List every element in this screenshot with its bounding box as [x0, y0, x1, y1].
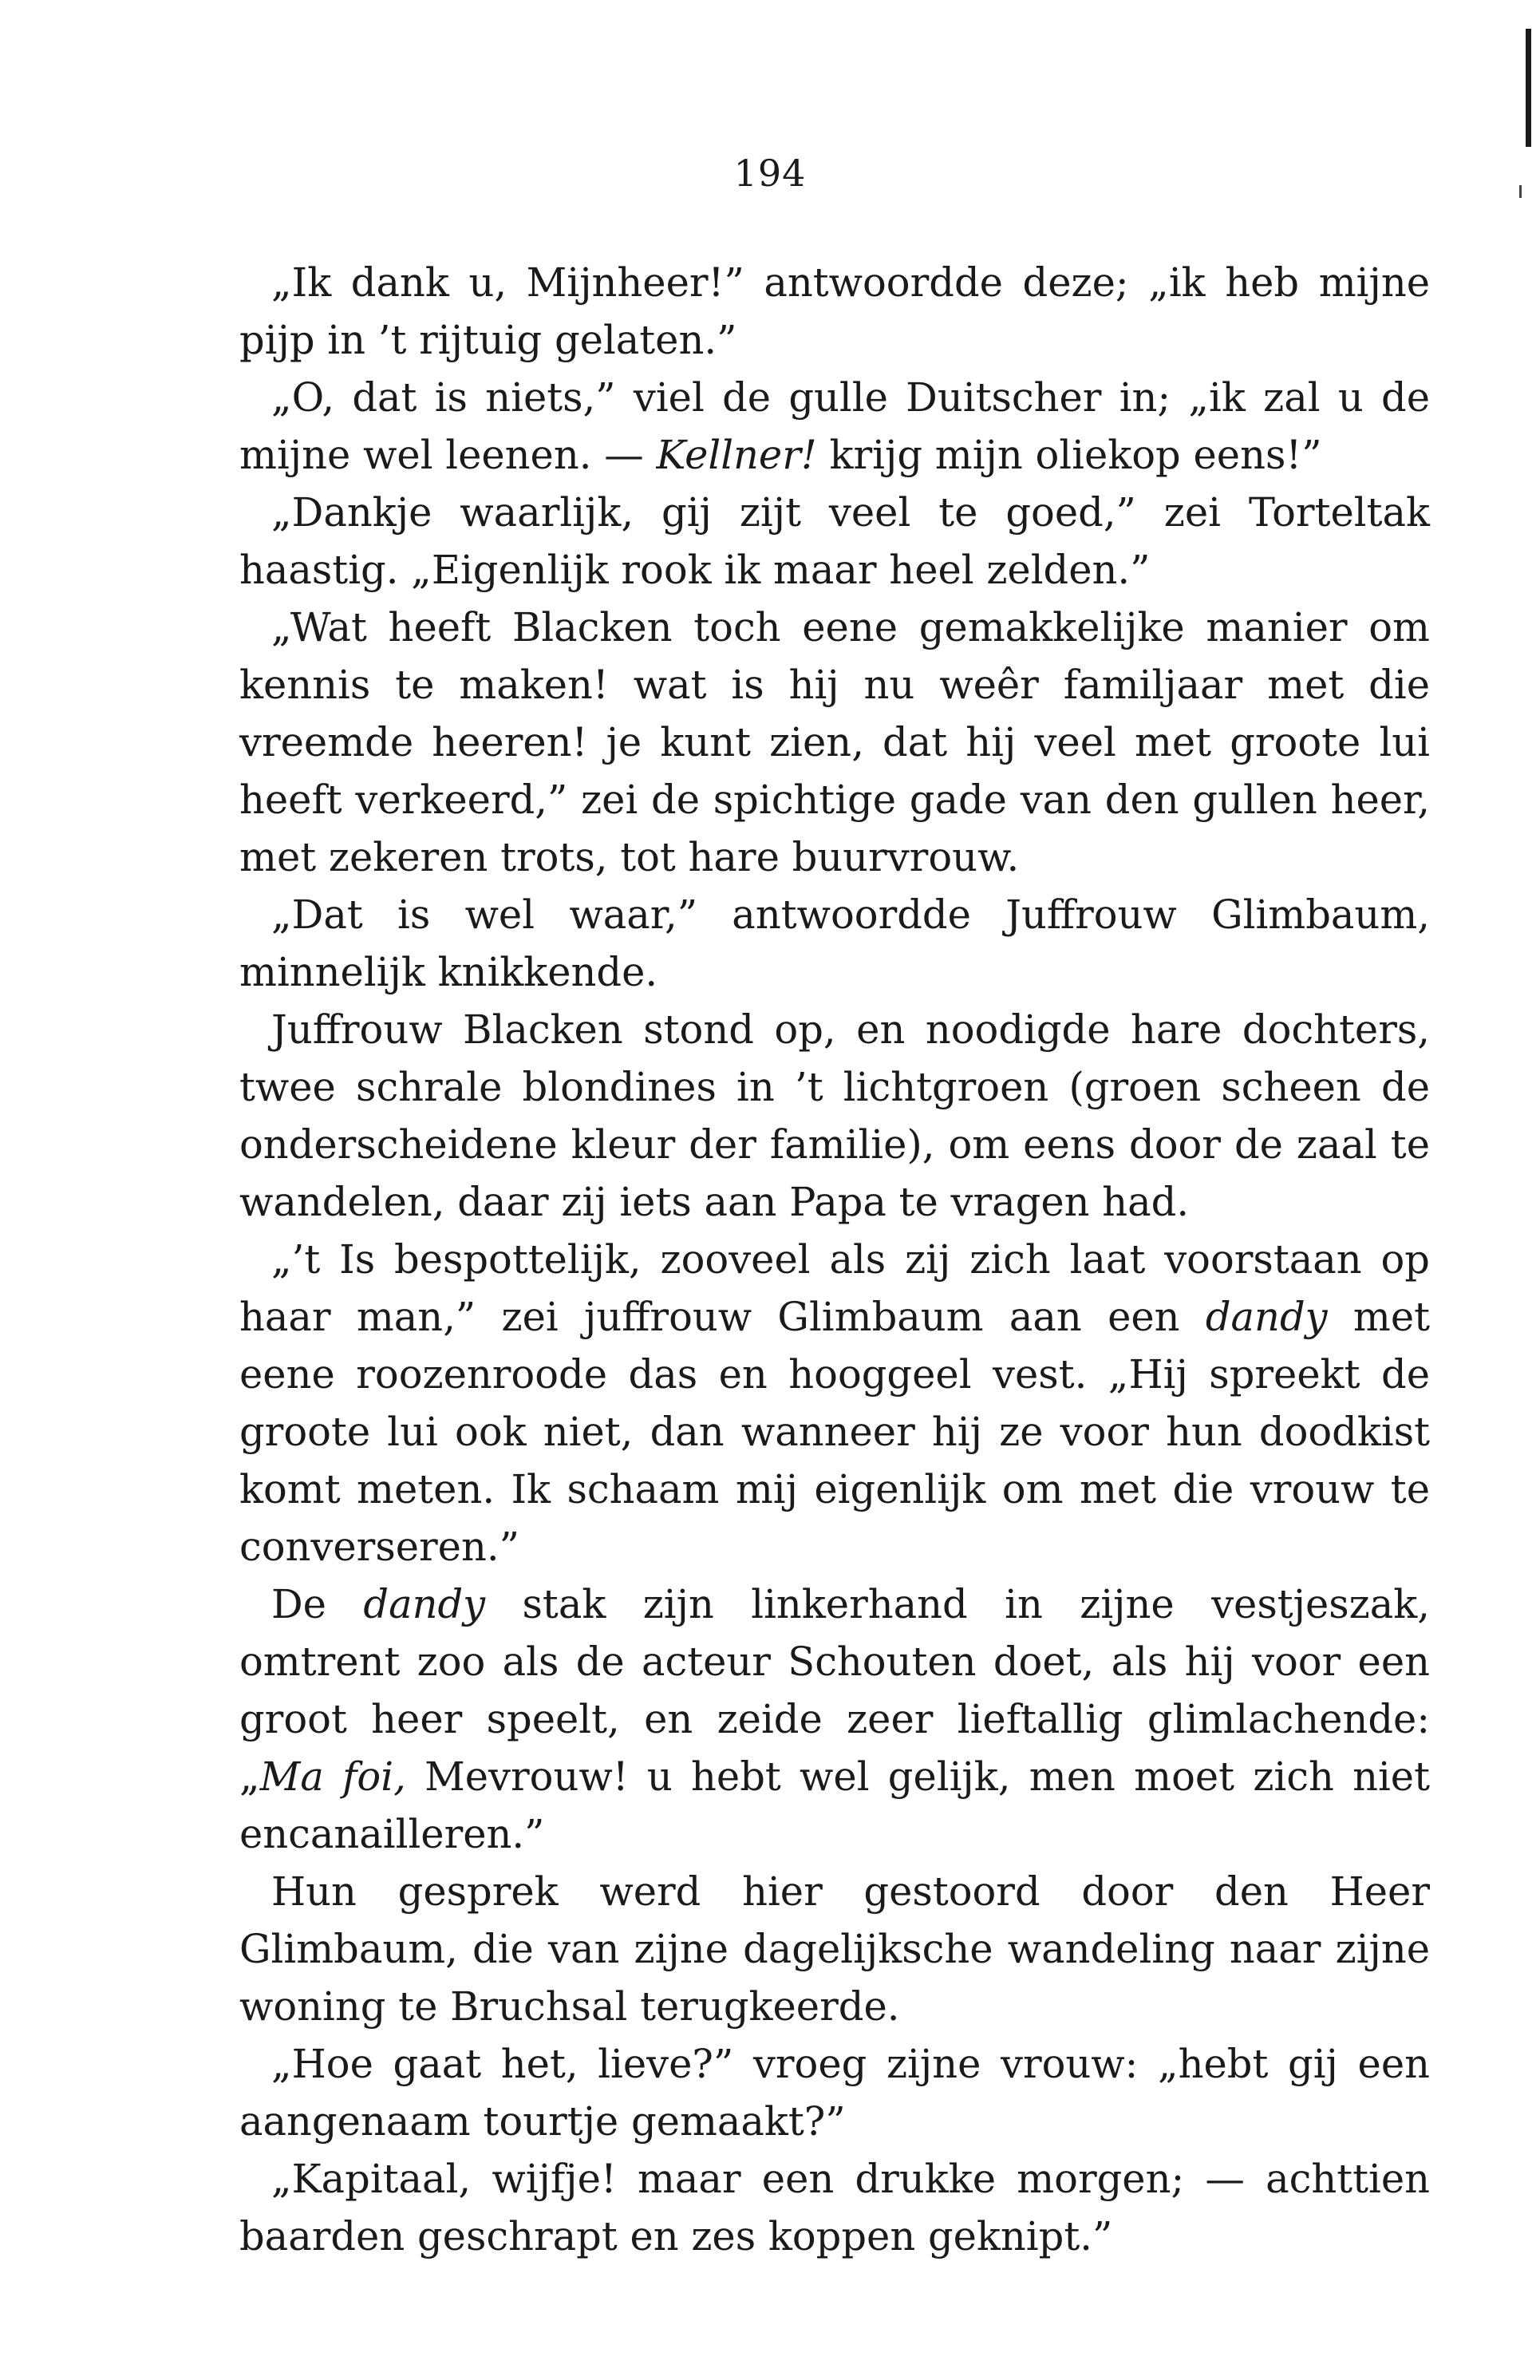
- text-run: „Wat heeft Blacken toch eene gemakkelijke manier om kennis te maken! wat is hij nu weêr familjaar met die vreemde heeren! je kunt zien, dat hij veel met groote lui heeft verkeerd,” zei de spichtige gade van den gullen heer, met zekeren trots, tot hare buurvrouw.: [239, 604, 1430, 880]
- paragraph: [239, 1231, 1430, 1575]
- paragraph: [239, 254, 1430, 369]
- italic-text: dandy: [363, 1581, 486, 1627]
- paragraph: [239, 369, 1430, 484]
- text-run: „Hoe gaat het, lieve?” vroeg zijne vrouw: „hebt gij een aangenaam tourtje gemaakt?”: [239, 2041, 1430, 2145]
- paragraph: [239, 1575, 1430, 1863]
- italic-text: dandy: [1205, 1294, 1328, 1340]
- text-run: Juffrouw Blacken stond op, en noodigde hare dochters, twee schrale blondines in ’t lichtgroen (groen scheen de onderscheidene kleur der familie), om eens door de zaal te wandelen, daar zij iets aan Papa te vragen had.: [239, 1006, 1430, 1225]
- page-number: 194: [733, 152, 807, 195]
- paragraph: [239, 1863, 1430, 2035]
- paragraph: [239, 2035, 1430, 2150]
- text-run: „O, dat is niets,” viel de gulle Duitscher in; „ik zal u de mijne wel leenen. —: [239, 374, 1430, 478]
- page-edge-mark: [1526, 29, 1531, 147]
- text-run: „Kapitaal, wijfje! maar een drukke morgen; — achttien baarden geschrapt en zes koppen geknipt.”: [239, 2156, 1430, 2259]
- text-run: met eene roozenroode das en hooggeel vest. „Hij spreekt de groote lui ook niet, dan wanneer hij ze voor hun doodkist komt meten. Ik schaam mij eigenlijk om met die vrouw te converseren.”: [239, 1294, 1431, 1570]
- paragraph: [239, 484, 1430, 599]
- text-run: „Ik dank u, Mijnheer!” antwoordde deze; „ik heb mijne pijp in ’t rijtuig gelaten.”: [239, 259, 1430, 363]
- paragraph: [239, 2150, 1430, 2265]
- paragraph: [239, 599, 1430, 886]
- text-run: stak zijn linkerhand in zijne vestjeszak, omtrent zoo als de acteur Schouten doet, als hij voor een groot heer speelt, en zeide zeer lieftallig glimlachende: „: [239, 1581, 1430, 1800]
- text-run: „Dankje waarlijk, gij zijt veel te goed,” zei Torteltak haastig. „Eigenlijk rook ik maar heel zelden.”: [239, 489, 1430, 593]
- paragraph: [239, 886, 1430, 1001]
- text-run: Hun gesprek werd hier gestoord door den Heer Glimbaum, die van zijne dagelijksche wandeling naar zijne woning te Bruchsal terugkeerde.: [239, 1868, 1430, 2030]
- text-run: De: [271, 1581, 364, 1627]
- paragraph: [239, 1001, 1430, 1231]
- text-run: Mevrouw! u hebt wel gelijk, men moet zich niet encanailleren.”: [239, 1753, 1430, 1857]
- italic-text: Kellner!: [656, 432, 817, 478]
- text-run: „Dat is wel waar,” antwoordde Juffrouw Glimbaum, minnelijk knikkende.: [239, 892, 1430, 995]
- italic-text: Ma foi,: [259, 1753, 406, 1800]
- body-text: [239, 254, 1430, 2265]
- text-run: krijg mijn oliekop eens!”: [816, 432, 1322, 478]
- text-run: „’t Is bespottelijk, zooveel als zij zich laat voorstaan op haar man,” zei juffrouw Glimbaum aan een: [239, 1236, 1430, 1340]
